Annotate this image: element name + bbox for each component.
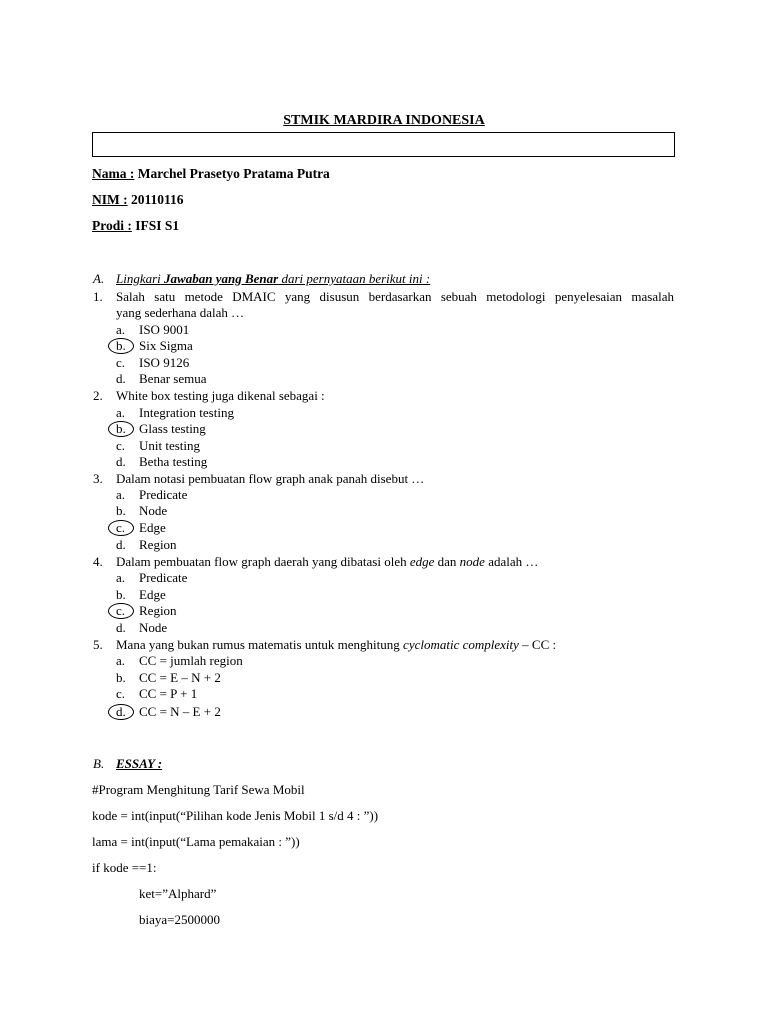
q4-text-b: edge bbox=[409, 554, 435, 569]
q4-option-text: Region bbox=[139, 603, 177, 618]
q4-option-letter: d. bbox=[116, 620, 126, 635]
student-prodi-row bbox=[92, 218, 179, 234]
q5-option-text: CC = P + 1 bbox=[139, 686, 198, 701]
section-a-letter: A. bbox=[93, 271, 105, 286]
code-line: if kode ==1: bbox=[92, 860, 157, 875]
q3-option-letter: d. bbox=[116, 537, 126, 552]
question-5-number: 5. bbox=[93, 637, 103, 652]
section-b-letter: B. bbox=[93, 756, 105, 771]
q3-option-letter: a. bbox=[116, 487, 126, 502]
q3-option-letter: b. bbox=[116, 503, 126, 518]
q2-option-letter: a. bbox=[116, 405, 126, 420]
nim-label: NIM : bbox=[92, 192, 128, 207]
q3-option-text: Edge bbox=[139, 520, 166, 535]
header-box bbox=[92, 132, 675, 157]
q5-option-text: CC = E – N + 2 bbox=[139, 670, 221, 685]
instruction-part-2: Jawaban yang Benar bbox=[164, 271, 279, 286]
q1-option-text: ISO 9001 bbox=[139, 322, 190, 337]
question-1-text-line1: Salah satu metode DMAIC yang disusun berdasarkan sebuah metodologi penyelesaian masalah bbox=[116, 289, 674, 304]
q3-option-text: Predicate bbox=[139, 487, 188, 502]
student-nim-row bbox=[92, 192, 184, 208]
q1-option-text: ISO 9126 bbox=[139, 355, 190, 370]
institution-title: STMIK MARDIRA INDONESIA bbox=[283, 113, 485, 128]
prodi-label: Prodi : bbox=[92, 218, 132, 233]
instruction-part-1: Lingkari bbox=[116, 271, 161, 286]
q1-option-text: Benar semua bbox=[139, 371, 207, 386]
code-line: lama = int(input(“Lama pemakaian : ”)) bbox=[92, 834, 300, 849]
q1-option-text: Six Sigma bbox=[139, 338, 193, 353]
q5-option-text: CC = N – E + 2 bbox=[139, 704, 221, 719]
q4-option-letter: c. bbox=[116, 603, 126, 618]
code-line: biaya=2500000 bbox=[139, 912, 220, 927]
q3-option-letter: c. bbox=[116, 520, 126, 535]
q2-option-letter: c. bbox=[116, 438, 126, 453]
q4-text-a: Dalam pembuatan flow graph daerah yang dibatasi oleh bbox=[116, 554, 407, 569]
q4-text-c: dan bbox=[437, 554, 457, 569]
code-line: ket=”Alphard” bbox=[139, 886, 217, 901]
q5-option-letter: c. bbox=[116, 686, 126, 701]
question-3-number: 3. bbox=[93, 471, 103, 486]
question-2-text: White box testing juga dikenal sebagai : bbox=[116, 388, 325, 403]
q2-option-letter: b. bbox=[116, 421, 126, 436]
section-a-instruction bbox=[116, 271, 430, 287]
prodi-value: IFSI S1 bbox=[135, 218, 180, 233]
q1-option-letter: a. bbox=[116, 322, 126, 337]
section-b-title: ESSAY : bbox=[116, 756, 163, 771]
q4-option-letter: a. bbox=[116, 570, 126, 585]
q4-option-text: Predicate bbox=[139, 570, 188, 585]
code-line: #Program Menghitung Tarif Sewa Mobil bbox=[92, 782, 305, 797]
q5-text-c: – CC : bbox=[522, 637, 557, 652]
q5-text-b: cyclomatic complexity bbox=[403, 637, 519, 652]
q1-option-letter: d. bbox=[116, 371, 126, 386]
q2-option-text: Integration testing bbox=[139, 405, 234, 420]
student-name-row bbox=[92, 166, 330, 182]
nim-value: 20110116 bbox=[131, 192, 184, 207]
q3-option-text: Region bbox=[139, 537, 177, 552]
q5-option-letter: d. bbox=[116, 704, 126, 719]
q2-option-text: Betha testing bbox=[139, 454, 208, 469]
question-4-number: 4. bbox=[93, 554, 103, 569]
q4-option-text: Node bbox=[139, 620, 168, 635]
q2-option-letter: d. bbox=[116, 454, 126, 469]
code-line: kode = int(input(“Pilihan kode Jenis Mobil 1 s/d 4 : ”)) bbox=[92, 808, 379, 823]
q5-text-a: Mana yang bukan rumus matematis untuk menghitung bbox=[116, 637, 400, 652]
q5-option-letter: b. bbox=[116, 670, 126, 685]
question-1-text-line2: yang sederhana dalah … bbox=[116, 305, 245, 320]
question-2-number: 2. bbox=[93, 388, 103, 403]
question-1-number: 1. bbox=[93, 289, 103, 304]
q4-option-letter: b. bbox=[116, 587, 126, 602]
question-4-text bbox=[116, 554, 538, 570]
instruction-part-3: dari pernyataan berikut ini : bbox=[281, 271, 431, 286]
q4-text-e: adalah … bbox=[488, 554, 539, 569]
name-label: Nama : bbox=[92, 166, 135, 181]
name-value: Marchel Prasetyo Pratama Putra bbox=[137, 166, 330, 181]
q5-option-letter: a. bbox=[116, 653, 126, 668]
q4-text-d: node bbox=[459, 554, 485, 569]
q1-option-letter: c. bbox=[116, 355, 126, 370]
q1-option-letter: b. bbox=[116, 338, 126, 353]
q2-option-text: Unit testing bbox=[139, 438, 201, 453]
q5-option-text: CC = jumlah region bbox=[139, 653, 243, 668]
q4-option-text: Edge bbox=[139, 587, 166, 602]
q3-option-text: Node bbox=[139, 503, 168, 518]
question-5-text bbox=[116, 637, 556, 653]
q2-option-text: Glass testing bbox=[139, 421, 206, 436]
question-3-text: Dalam notasi pembuatan flow graph anak panah disebut … bbox=[116, 471, 425, 486]
